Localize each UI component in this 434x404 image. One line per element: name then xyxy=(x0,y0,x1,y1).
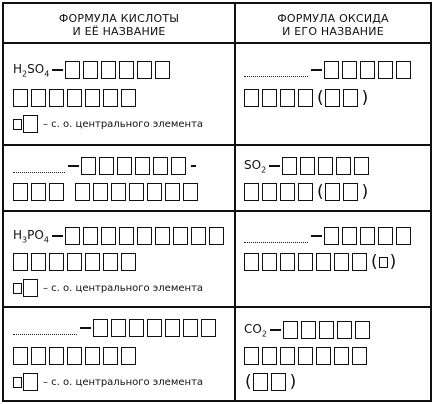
letter-box[interactable] xyxy=(316,347,331,365)
letter-box[interactable] xyxy=(147,319,162,337)
blank-line[interactable] xyxy=(13,160,65,173)
oxide-row3-line1 xyxy=(244,224,414,248)
letter-box[interactable] xyxy=(83,227,98,245)
letter-box[interactable] xyxy=(23,279,38,297)
oxide-row4-line1 xyxy=(244,318,373,342)
letter-box[interactable] xyxy=(262,347,277,365)
small-letter-box[interactable] xyxy=(13,119,22,130)
letter-box[interactable] xyxy=(85,253,100,271)
letter-box[interactable] xyxy=(396,61,411,79)
oxidation-state-note: – с. о. центрального элемента xyxy=(43,282,204,294)
letter-box[interactable] xyxy=(360,61,375,79)
small-letter-box[interactable] xyxy=(13,283,22,294)
acid-formula: $H_2SO_4$ xyxy=(13,61,50,79)
letter-box[interactable] xyxy=(49,347,64,365)
oxidation-state-note: – с. о. центрального элемента xyxy=(43,376,204,388)
oxide-formula: $SO_2$ xyxy=(244,157,267,175)
letter-box[interactable] xyxy=(262,89,277,107)
letter-box[interactable] xyxy=(324,227,339,245)
hyphen xyxy=(191,165,196,167)
letter-box[interactable] xyxy=(280,347,295,365)
dash xyxy=(68,165,79,167)
open-paren: ( xyxy=(371,252,378,272)
letter-box[interactable] xyxy=(155,227,170,245)
acid-row3-oxidation xyxy=(13,276,203,300)
letter-box[interactable] xyxy=(334,253,349,271)
letter-box[interactable] xyxy=(23,373,38,391)
acid-row2-line1 xyxy=(13,154,197,178)
letter-box[interactable] xyxy=(135,157,150,175)
letter-box[interactable] xyxy=(280,183,295,201)
letter-box[interactable] xyxy=(111,319,126,337)
letter-box[interactable] xyxy=(325,89,340,107)
letter-box[interactable] xyxy=(280,253,295,271)
letter-box[interactable] xyxy=(153,157,168,175)
acid-header-line1: ФОРМУЛА КИСЛОТЫ xyxy=(58,12,180,25)
acid-column-header xyxy=(4,12,234,38)
dash xyxy=(269,165,280,167)
letter-box[interactable] xyxy=(244,183,259,201)
dash xyxy=(311,69,322,71)
letter-box[interactable] xyxy=(378,61,393,79)
letter-box[interactable] xyxy=(201,319,216,337)
letter-box[interactable] xyxy=(119,227,134,245)
letter-box[interactable] xyxy=(67,253,82,271)
letter-box[interactable] xyxy=(298,253,313,271)
letter-box[interactable] xyxy=(300,157,315,175)
letter-box[interactable] xyxy=(121,253,136,271)
letter-box[interactable] xyxy=(155,61,170,79)
letter-box[interactable] xyxy=(244,253,259,271)
letter-box[interactable] xyxy=(49,89,64,107)
letter-box[interactable] xyxy=(13,183,28,201)
dash xyxy=(52,69,63,71)
acid-row3-line1 xyxy=(13,224,227,248)
letter-box[interactable] xyxy=(301,321,316,339)
oxide-formula: $CO_2$ xyxy=(244,321,267,339)
letter-box[interactable] xyxy=(183,183,198,201)
letter-box[interactable] xyxy=(336,157,351,175)
letter-box[interactable] xyxy=(280,89,295,107)
blank-line[interactable] xyxy=(244,230,308,243)
oxide-row2-line2 xyxy=(244,180,369,204)
oxide-header-line1: ФОРМУЛА ОКСИДА xyxy=(277,12,389,25)
letter-box[interactable] xyxy=(318,157,333,175)
acid-header-line2: И ЕЁ НАЗВАНИЕ xyxy=(72,25,166,38)
letter-box[interactable] xyxy=(298,347,313,365)
letter-box[interactable] xyxy=(23,115,38,133)
open-paren: ( xyxy=(317,88,324,108)
letter-box[interactable] xyxy=(13,89,28,107)
oxide-row3-line2 xyxy=(244,250,397,274)
close-paren: ) xyxy=(289,372,297,392)
small-letter-box[interactable] xyxy=(379,257,388,268)
letter-box[interactable] xyxy=(396,227,411,245)
letter-box[interactable] xyxy=(65,61,80,79)
dash xyxy=(270,329,281,331)
letter-box[interactable] xyxy=(342,227,357,245)
letter-box[interactable] xyxy=(271,373,286,391)
letter-box[interactable] xyxy=(355,321,370,339)
letter-box[interactable] xyxy=(85,89,100,107)
close-paren: ) xyxy=(389,252,397,272)
acid-row3-line2 xyxy=(13,250,139,274)
close-paren: ) xyxy=(361,88,369,108)
letter-box[interactable] xyxy=(334,347,349,365)
letter-box[interactable] xyxy=(244,89,259,107)
letter-box[interactable] xyxy=(31,89,46,107)
letter-box[interactable] xyxy=(360,227,375,245)
letter-box[interactable] xyxy=(191,227,206,245)
letter-box[interactable] xyxy=(262,183,277,201)
close-paren: ) xyxy=(361,182,369,202)
letter-box[interactable] xyxy=(209,227,224,245)
letter-box[interactable] xyxy=(103,89,118,107)
column-divider xyxy=(234,4,236,400)
letter-box[interactable] xyxy=(67,89,82,107)
letter-box[interactable] xyxy=(13,347,28,365)
oxide-row4-line3 xyxy=(244,370,297,394)
letter-box[interactable] xyxy=(93,319,108,337)
worksheet-table xyxy=(2,2,432,402)
oxide-column-header xyxy=(236,12,430,38)
letter-box[interactable] xyxy=(121,347,136,365)
letter-box[interactable] xyxy=(31,347,46,365)
letter-box[interactable] xyxy=(103,347,118,365)
row-divider-3 xyxy=(4,306,430,308)
letter-box[interactable] xyxy=(137,227,152,245)
letter-box[interactable] xyxy=(117,157,132,175)
letter-box[interactable] xyxy=(352,253,367,271)
letter-box[interactable] xyxy=(165,183,180,201)
row-divider-2 xyxy=(4,210,430,212)
letter-box[interactable] xyxy=(129,183,144,201)
row-divider-1 xyxy=(4,144,430,146)
open-paren: ( xyxy=(317,182,324,202)
letter-box[interactable] xyxy=(324,61,339,79)
letter-box[interactable] xyxy=(31,183,46,201)
letter-box[interactable] xyxy=(137,61,152,79)
oxide-row2-line1 xyxy=(244,154,372,178)
letter-box[interactable] xyxy=(49,253,64,271)
letter-box[interactable] xyxy=(253,373,268,391)
letter-box[interactable] xyxy=(129,319,144,337)
acid-row4-line1 xyxy=(13,316,219,340)
acid-row2-line2 xyxy=(13,180,201,204)
letter-box[interactable] xyxy=(298,89,313,107)
acid-row4-oxidation xyxy=(13,370,203,394)
dash xyxy=(311,235,322,237)
letter-box[interactable] xyxy=(282,157,297,175)
letter-box[interactable] xyxy=(103,253,118,271)
letter-box[interactable] xyxy=(119,61,134,79)
oxide-header-line2: И ЕГО НАЗВАНИЕ xyxy=(282,25,384,38)
blank-line[interactable] xyxy=(244,64,308,77)
acid-row1-line1 xyxy=(13,58,173,82)
letter-box[interactable] xyxy=(325,183,340,201)
dash xyxy=(80,327,91,329)
letter-box[interactable] xyxy=(337,321,352,339)
letter-box[interactable] xyxy=(31,253,46,271)
letter-box[interactable] xyxy=(165,319,180,337)
letter-box[interactable] xyxy=(262,253,277,271)
letter-box[interactable] xyxy=(147,183,162,201)
letter-box[interactable] xyxy=(101,227,116,245)
letter-box[interactable] xyxy=(183,319,198,337)
acid-row1-line2 xyxy=(13,86,139,110)
acid-row1-oxidation xyxy=(13,112,203,136)
letter-box[interactable] xyxy=(354,157,369,175)
oxide-row1-line2 xyxy=(244,86,369,110)
open-paren: ( xyxy=(245,372,252,392)
letter-box[interactable] xyxy=(83,61,98,79)
letter-box[interactable] xyxy=(378,227,393,245)
acid-formula: $H_3PO_4$ xyxy=(13,227,49,245)
dash xyxy=(52,235,63,237)
letter-box[interactable] xyxy=(171,157,186,175)
letter-box[interactable] xyxy=(244,347,259,365)
oxide-row1-line1 xyxy=(244,58,414,82)
small-letter-box[interactable] xyxy=(13,377,22,388)
letter-box[interactable] xyxy=(121,89,136,107)
letter-box[interactable] xyxy=(343,183,358,201)
letter-box[interactable] xyxy=(298,183,313,201)
letter-box[interactable] xyxy=(75,183,90,201)
letter-box[interactable] xyxy=(173,227,188,245)
letter-box[interactable] xyxy=(65,227,80,245)
letter-box[interactable] xyxy=(283,321,298,339)
letter-box[interactable] xyxy=(99,157,114,175)
letter-box[interactable] xyxy=(316,253,331,271)
letter-box[interactable] xyxy=(67,347,82,365)
letter-box[interactable] xyxy=(111,183,126,201)
letter-box[interactable] xyxy=(342,61,357,79)
oxide-row4-line2 xyxy=(244,344,370,368)
letter-box[interactable] xyxy=(13,253,28,271)
letter-box[interactable] xyxy=(49,183,64,201)
letter-box[interactable] xyxy=(93,183,108,201)
letter-box[interactable] xyxy=(352,347,367,365)
letter-box[interactable] xyxy=(81,157,96,175)
letter-box[interactable] xyxy=(319,321,334,339)
blank-line[interactable] xyxy=(13,322,77,335)
letter-box[interactable] xyxy=(343,89,358,107)
acid-row4-line2 xyxy=(13,344,139,368)
letter-box[interactable] xyxy=(101,61,116,79)
letter-box[interactable] xyxy=(85,347,100,365)
oxidation-state-note: – с. о. центрального элемента xyxy=(43,118,204,130)
header-divider xyxy=(4,42,430,44)
